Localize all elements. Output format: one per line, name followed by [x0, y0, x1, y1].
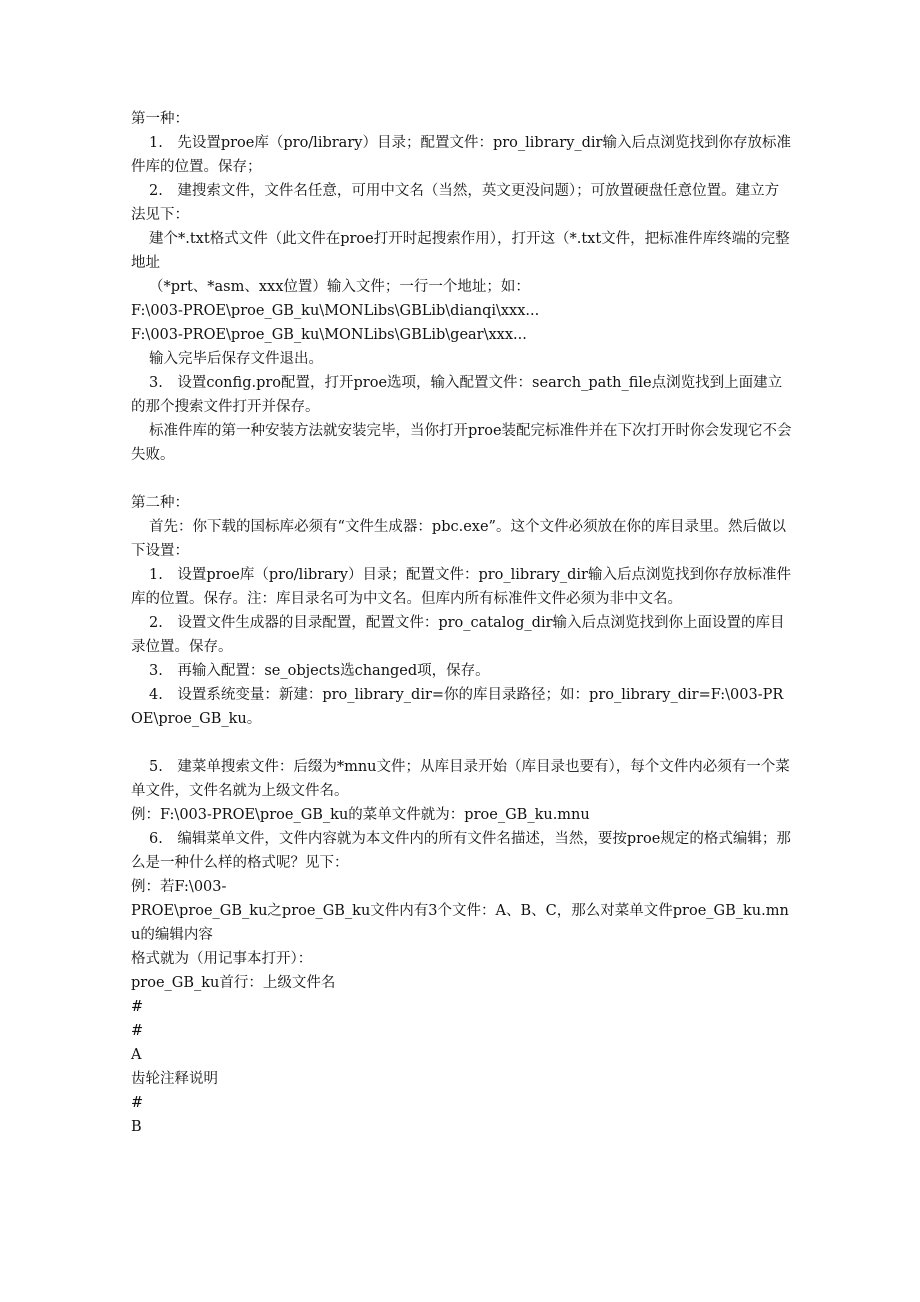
- path-input-instruction: （*prt、*asm、xxx位置）输入文件；一行一个地址；如：: [149, 279, 530, 295]
- document-body: [131, 107, 793, 1139]
- method-one-summary: 标准件库的第一种安装方法就安装完毕，当你打开proe装配完标准件并在下次打开时你会发现它不会失败。: [131, 423, 792, 463]
- step-3-config-pro: 3. 设置config.pro配置，打开proe选项，输入配置文件：search_path_file点浏览找到上面建立的那个搜索文件打开并保存。: [131, 375, 783, 415]
- example-start: 例：若F:\003-: [131, 879, 227, 895]
- step-1-library-dir: 1. 先设置proe库（pro/library）目录；配置文件：pro_library_dir输入后点浏览找到你存放标准件库的位置。保存；: [131, 135, 791, 175]
- format-line-first: proe_GB_ku首行：上级文件名: [131, 975, 336, 991]
- method-two-step-1: 1. 设置proe库（pro/library）目录；配置文件：pro_library_dir输入后点浏览找到你存放标准件库的位置。保存。注：库目录名可为中文名。但库内所有标准件文件必须为非中文名。: [131, 567, 791, 607]
- heading-method-two: 第二种：: [131, 495, 189, 511]
- method-two-intro: 首先：你下载的国标库必须有“文件生成器：pbc.exe”。这个文件必须放在你的库目录里。然后做以下设置：: [131, 519, 786, 559]
- example-path-dianqi: F:\003-PROE\proe_GB_ku\MONLibs\GBLib\dianqi\xxx...: [131, 303, 540, 319]
- example-path-gear: F:\003-PROE\proe_GB_ku\MONLibs\GBLib\gear\xxx...: [131, 327, 527, 343]
- method-two-step-2: 2. 设置文件生成器的目录配置，配置文件：pro_catalog_dir输入后点浏览找到你上面设置的库目录位置。保存。: [131, 615, 785, 655]
- format-line-b: B: [131, 1119, 142, 1135]
- step-2-search-file: 2. 建搜索文件，文件名任意，可用中文名（当然，英文更没问题）；可放置硬盘任意位置。建立方法见下：: [131, 183, 780, 223]
- save-exit-note: 输入完毕后保存文件退出。: [149, 351, 323, 367]
- format-line-hash-3: #: [131, 1095, 144, 1111]
- format-line-hash-1: #: [131, 999, 144, 1015]
- format-line-a: A: [131, 1047, 142, 1063]
- method-two-step-4: 4. 设置系统变量：新建：pro_library_dir=你的库目录路径；如：pro_library_dir=F:\003-PROE\proe_GB_ku。: [131, 687, 784, 727]
- blank-line: [131, 467, 793, 491]
- method-two-step-5: 5. 建菜单搜索文件：后缀为*mnu文件；从库目录开始（库目录也要有），每个文件内必须有一个菜单文件，文件名就为上级文件名。: [131, 759, 790, 799]
- format-intro: 格式就为（用记事本打开）：: [131, 951, 313, 967]
- method-two-step-3: 3. 再输入配置：se_objects选changed项，保存。: [149, 663, 490, 679]
- format-line-gear-note: 齿轮注释说明: [131, 1071, 218, 1087]
- format-line-hash-2: #: [131, 1023, 144, 1039]
- blank-line: [131, 731, 793, 755]
- txt-file-instruction: 建个*.txt格式文件（此文件在proe打开时起搜索作用），打开这（*.txt文件，把标准件库终端的完整地址: [131, 231, 790, 271]
- example-continued: PROE\proe_GB_ku之proe_GB_ku文件内有3个文件：A、B、C，那么对菜单文件proe_GB_ku.mnu的编辑内容: [131, 903, 789, 943]
- menu-file-example: 例：F:\003-PROE\proe_GB_ku的菜单文件就为：proe_GB_ku.mnu: [131, 807, 590, 823]
- heading-method-one: 第一种：: [131, 111, 189, 127]
- method-two-step-6: 6. 编辑菜单文件，文件内容就为本文件内的所有文件名描述，当然，要按proe规定的格式编辑；那么是一种什么样的格式呢？见下：: [131, 831, 791, 871]
